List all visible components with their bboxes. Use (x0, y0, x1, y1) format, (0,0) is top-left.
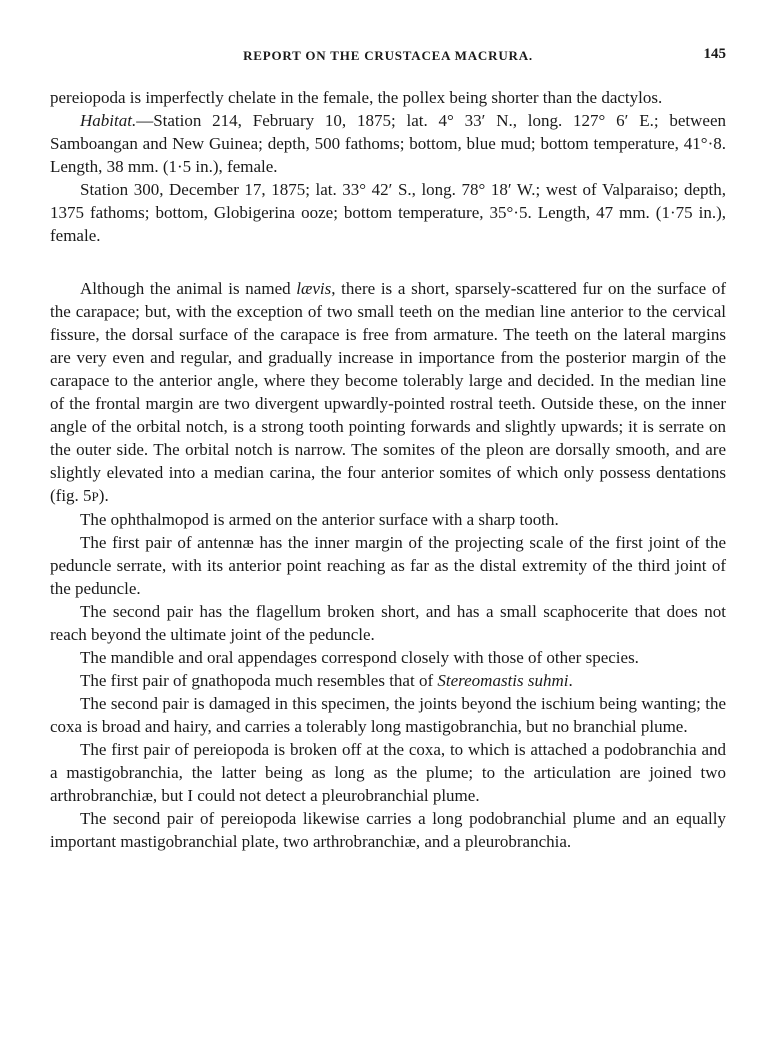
habitat-label: Habitat. (80, 111, 137, 130)
paragraph-ophthalmopod: The ophthalmopod is armed on the anterior surface with a sharp tooth. (80, 510, 559, 529)
running-title: REPORT ON THE CRUSTACEA MACRURA. (243, 48, 533, 63)
running-header (50, 44, 726, 68)
figure-reference: P (91, 489, 99, 504)
paragraph-habitat (50, 109, 726, 178)
species-epithet: lævis (296, 279, 332, 298)
paragraph-continuation: pereiopoda is imperfectly chelate in the female, the pollex being shorter than the dactylos. (50, 88, 663, 107)
paragraph-gnathopoda-second: The second pair is damaged in this specimen, the joints beyond the ischium being wanting; the coxa is broad and hairy, and carries a tolerably long mastigobranchia, but no branchial plume. (50, 694, 726, 736)
paragraph-pereiopoda-second: The second pair of pereiopoda likewise carries a long podobranchial plume and an equally important mastigobranchial plate, two arthrobranchiæ, and a pleurobranchia. (50, 809, 726, 851)
gnathopoda-first-text: The first pair of gnathopoda much resembles that of (80, 671, 438, 690)
paragraph-gnathopoda-first (50, 669, 726, 692)
paragraph-description (50, 277, 726, 508)
description-part-c: ). (98, 486, 109, 505)
paragraph-antennae-second: The second pair has the flagellum broken short, and has a small scaphocerite that does not reach beyond the ultimate joint of the peduncle. (50, 602, 726, 644)
paragraph-antennae-first: The first pair of antennæ has the inner margin of the projecting scale of the first joint of the peduncle serrate, with its anterior point reaching as far as the distal extremity of the third joint of the peduncle. (50, 533, 726, 598)
paragraph-mandible: The mandible and oral appendages correspond closely with those of other species. (80, 648, 639, 667)
gnathopoda-first-end: . (568, 671, 573, 690)
description-part-b: , there is a short, sparsely-scattered fur on the surface of the carapace; but, with the exception of two small teeth on the median line anterior to the cervical fissure, the dorsal surface of the carapace is free from armature. The teeth on the lateral margins are very even and regular, and gradually increase in importance from the posterior margin of the carapace to the anterior angle, where they become tolerably large and decided. In the median line of the frontal margin are two divergent upwardly-pointed rostral teeth. Outside these, on the inner angle of the orbital notch, is a strong tooth pointing forwards and slightly upwards; it is serrate on the outer side. The orbital notch is narrow. The somites of the pleon are dorsally smooth, and are slightly elevated into a median carina, the four anterior somites of which only possess dentations (fig. 5 (50, 279, 726, 505)
body-text (50, 86, 726, 853)
paragraph-station-300: Station 300, December 17, 1875; lat. 33° 42′ S., long. 78° 18′ W.; west of Valparaiso; depth, 1375 fathoms; bottom, Globigerina ooze; bottom temperature, 35°·5. Length, 47 mm. (1·75 in.), female. (50, 180, 726, 245)
paragraph-pereiopoda-first: The first pair of pereiopoda is broken off at the coxa, to which is attached a podobranchia and a mastigobranchia, the latter being as long as the plume; to the articulation are joined two arthrobranchiæ, but I could not detect a pleurobranchial plume. (50, 740, 726, 805)
habitat-text: —Station 214, February 10, 1875; lat. 4° 33′ N., long. 127° 6′ E.; between Samboangan and New Guinea; depth, 500 fathoms; bottom, blue mud; bottom temperature, 41°·8. Length, 38 mm. (1·5 in.), female. (50, 111, 726, 176)
species-name: Stereomastis suhmi (437, 671, 569, 690)
description-part-a: Although the animal is named (80, 279, 297, 298)
page-number: 145 (703, 46, 726, 62)
